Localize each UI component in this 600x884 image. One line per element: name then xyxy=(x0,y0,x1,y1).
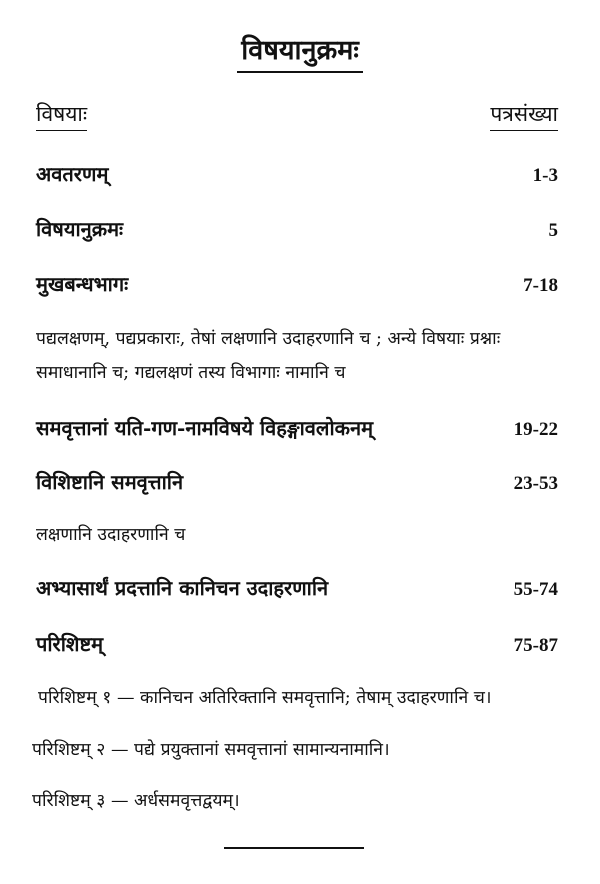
description-line: पद्यलक्षणम्, पद्यप्रकाराः, तेषां लक्षणानि उदाहरणानि च ; अन्ये विषयाः प्रश्नाः xyxy=(36,329,501,349)
subjects-column-header: विषयाः xyxy=(36,100,87,131)
page-title-text: विषयानुक्रमः xyxy=(237,30,363,73)
toc-entry-label: विशिष्टानि समवृत्तानि xyxy=(36,470,184,494)
toc-entry-pages: 7-18 xyxy=(523,275,558,296)
toc-entry xyxy=(36,414,558,441)
toc-entry xyxy=(36,468,558,495)
toc-entry-pages: 19-22 xyxy=(513,419,558,440)
toc-entry-pages: 75-87 xyxy=(513,635,558,656)
toc-entry-pages: 55-74 xyxy=(513,579,558,600)
toc-entry-description xyxy=(36,322,566,390)
toc-entry-label: अवतरणम् xyxy=(36,162,109,186)
toc-entry-description xyxy=(36,518,566,552)
page-number-column-header: पत्रसंख्या xyxy=(490,100,558,131)
toc-entry-label: मुखबन्धभागः xyxy=(36,272,129,296)
toc-entry-label: परिशिष्टम् xyxy=(36,632,104,656)
toc-entry-pages: 5 xyxy=(548,220,558,241)
appendix-item: परिशिष्टम् ३ — अर्धसमवृत्तद्वयम्। xyxy=(32,791,240,811)
toc-entry-label: अभ्यासार्थं प्रदत्तानि कानिचन उदाहरणानि xyxy=(36,576,329,600)
toc-entry xyxy=(36,270,558,297)
toc-entry xyxy=(36,215,558,242)
appendix-item: परिशिष्टम् १ — कानिचन अतिरिक्तानि समवृत्तानि; तेषाम् उदाहरणानि च। xyxy=(38,688,492,708)
toc-entry-pages: 1-3 xyxy=(532,165,558,186)
toc-entry xyxy=(36,630,558,657)
page-title xyxy=(0,30,600,73)
description-line: समाधानानि च; गद्यलक्षणं तस्य विभागाः नामानि च xyxy=(36,363,346,383)
appendix-item: परिशिष्टम् २ — पद्ये प्रयुक्तानां समवृत्तानां सामान्यनामानि। xyxy=(32,740,390,760)
bottom-divider xyxy=(224,847,364,849)
toc-entry-label: विषयानुक्रमः xyxy=(36,217,124,241)
toc-entry xyxy=(36,160,558,187)
description-line: लक्षणानि उदाहरणानि च xyxy=(36,525,186,545)
toc-entry-label: समवृत्तानां यति-गण-नामविषये विहङ्गावलोकनम् xyxy=(36,416,374,440)
toc-entry-pages: 23-53 xyxy=(513,473,558,494)
toc-entry xyxy=(36,574,558,601)
